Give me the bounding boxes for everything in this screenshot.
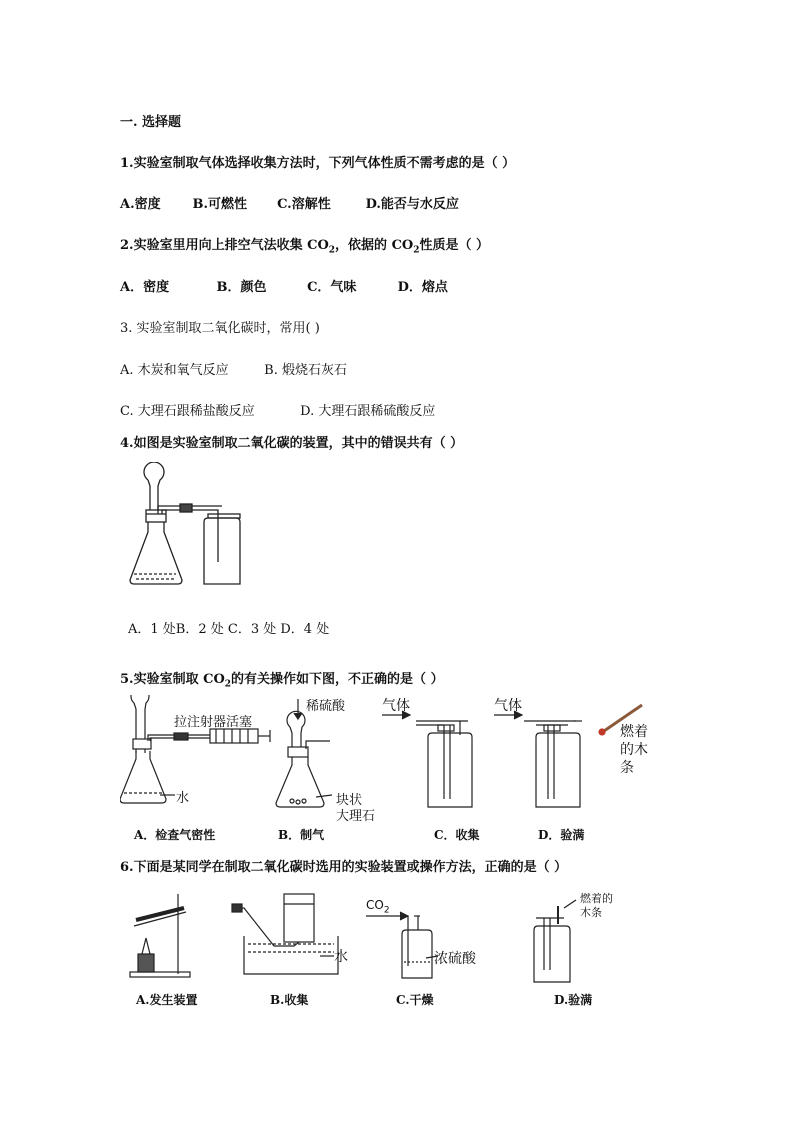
q5-caption-c: C．收集 bbox=[434, 828, 480, 842]
q6-caption-a: A.发生装置 bbox=[136, 993, 198, 1007]
co2-apparatus-figure bbox=[118, 462, 258, 592]
splint-label-line: 燃着 bbox=[620, 724, 648, 740]
q5-caption-a: A．检查气密性 bbox=[134, 828, 216, 842]
option-b: B.可燃性 bbox=[192, 197, 248, 212]
question-4-stem: 4.如图是实验室制取二氧化碳的装置，其中的错误共有（ ） bbox=[120, 436, 464, 451]
splint-label-line: 的木 bbox=[620, 742, 648, 758]
syringe-label: 拉注射器活塞 bbox=[174, 715, 253, 730]
splint-label-line: 燃着的 bbox=[580, 892, 613, 905]
splint-label bbox=[620, 723, 648, 777]
water-label: 水 bbox=[176, 791, 190, 806]
q6-caption-d: D.验满 bbox=[554, 993, 593, 1007]
option-d: D. 大理石跟稀硫酸反应 bbox=[300, 404, 436, 419]
question-6-figure bbox=[124, 886, 644, 986]
question-1-options bbox=[120, 193, 459, 212]
subscript: 2 bbox=[383, 905, 390, 916]
q6-caption-c: C.干燥 bbox=[396, 993, 434, 1007]
option-a: A.密度 bbox=[120, 197, 161, 212]
option-b: B. 煅烧石灰石 bbox=[264, 363, 347, 378]
option-d: D．熔点 bbox=[397, 280, 448, 295]
question-4-options: A．1 处B．2 处 C．3 处 D．4 处 bbox=[128, 622, 330, 637]
section-title: 一. 选择题 bbox=[120, 115, 182, 130]
q5-caption-d: D．验满 bbox=[538, 828, 585, 842]
question-3-stem: 3. 实验室制取二氧化碳时，常用( ) bbox=[120, 321, 320, 336]
option-a: A. 木炭和氧气反应 bbox=[120, 363, 229, 378]
stem-part: 2.实验室里用向上排空气法收集 CO bbox=[120, 238, 329, 253]
stem-part: ，依据的 CO bbox=[335, 238, 414, 253]
subscript: 2 bbox=[224, 679, 232, 690]
question-5-stem bbox=[120, 668, 444, 690]
stem-part: 5.实验室制取 CO bbox=[120, 672, 225, 687]
option-c: C．气味 bbox=[307, 280, 357, 295]
gas-label-1: 气体 bbox=[382, 698, 410, 714]
option-a: A．密度 bbox=[120, 280, 170, 295]
co2-label bbox=[366, 898, 390, 915]
marble-label-1: 块状 bbox=[336, 793, 363, 808]
stem-part: 的有关操作如下图，不正确的是（ ） bbox=[231, 672, 444, 687]
option-c: C. 大理石跟稀盐酸反应 bbox=[120, 404, 255, 419]
marble-label-2: 大理石 bbox=[336, 809, 376, 824]
subscript: 2 bbox=[413, 245, 420, 256]
water-label: 水 bbox=[334, 949, 348, 965]
question-2-options bbox=[120, 276, 448, 295]
splint-label-line: 木条 bbox=[580, 906, 602, 919]
option-c: C.溶解性 bbox=[277, 197, 331, 212]
question-1-stem: 1.实验室制取气体选择收集方法时，下列气体性质不需考虑的是（ ） bbox=[120, 156, 516, 171]
question-3-options-row1 bbox=[120, 359, 347, 378]
question-3-options-row2 bbox=[120, 400, 435, 419]
splint-label bbox=[580, 892, 613, 920]
subscript: 2 bbox=[328, 245, 336, 256]
stem-part: 性质是（ ） bbox=[419, 238, 490, 253]
acid-label: 稀硫酸 bbox=[306, 699, 346, 714]
q6-caption-b: B.收集 bbox=[270, 993, 309, 1007]
option-b: B．颜色 bbox=[216, 280, 267, 295]
co2-text: CO bbox=[366, 898, 384, 912]
q5-caption-b: B．制气 bbox=[278, 828, 325, 842]
question-2-stem bbox=[120, 234, 489, 256]
gas-label-2: 气体 bbox=[494, 698, 522, 714]
question-5-figure bbox=[120, 695, 660, 845]
splint-label-line: 条 bbox=[620, 760, 634, 776]
option-d: D.能否与水反应 bbox=[365, 197, 459, 212]
question-6-stem: 6.下面是某同学在制取二氧化碳时选用的实验装置或操作方法，正确的是（ ） bbox=[120, 860, 568, 875]
acid-label: 浓硫酸 bbox=[434, 951, 476, 967]
